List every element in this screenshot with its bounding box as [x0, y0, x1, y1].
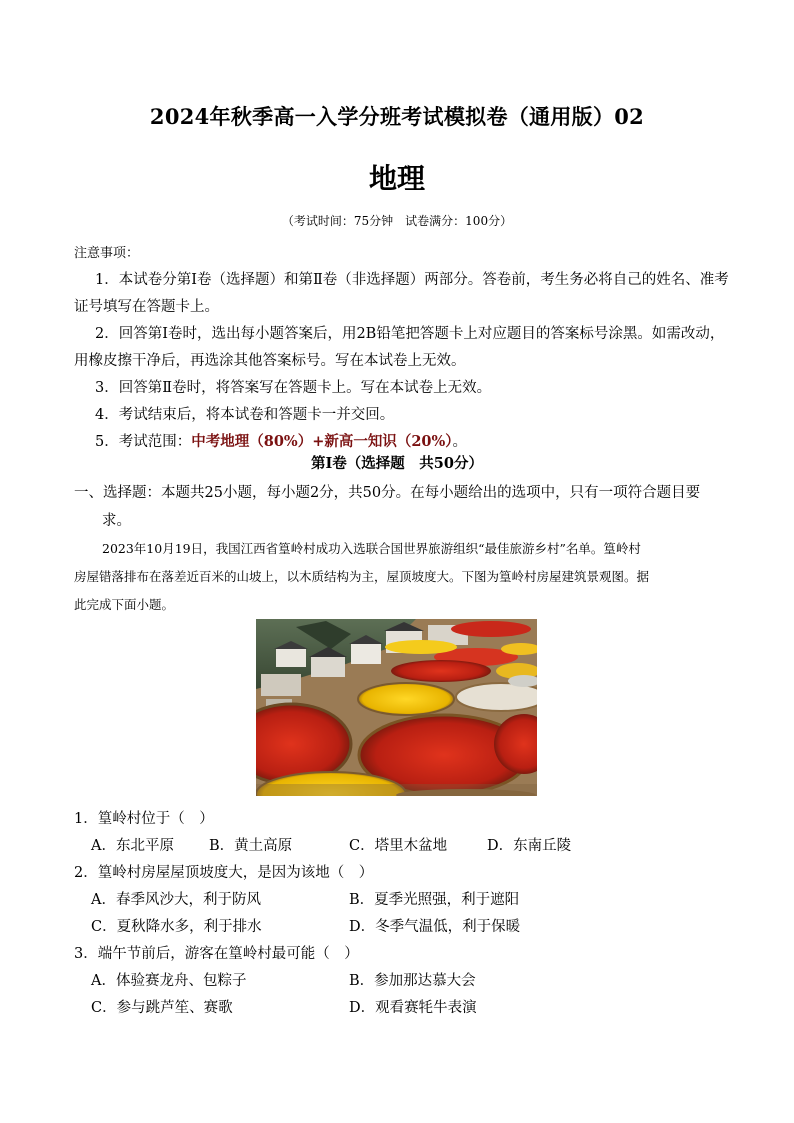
notice-item-5-suffix: 。 — [452, 434, 468, 450]
notice-item-1-line-1: 1．本试卷分第Ⅰ卷（选择题）和第Ⅱ卷（非选择题）两部分。答卷前，考生务必将自己的姓名、准考 — [95, 272, 729, 288]
question-2-option-c: C．夏秋降水多，利于排水 — [91, 919, 262, 935]
question-1-option-a: A．东北平原 — [91, 838, 174, 854]
question-1-option-d: D．东南丘陵 — [487, 838, 572, 854]
notice-item-2-line-1: 2．回答第Ⅰ卷时，选出每小题答案后，用2B铅笔把答题卡上对应题目的答案标号涂黑。如需改动， — [95, 326, 725, 342]
notice-heading: 注意事项： — [74, 246, 140, 261]
village-photo — [256, 619, 537, 796]
exam-info: （考试时间：75分钟 试卷满分：100分） — [281, 214, 513, 228]
question-3-stem: 3．端午节前后，游客在篁岭村最可能（ ） — [74, 946, 359, 962]
question-1-option-c: C．塔里木盆地 — [349, 838, 448, 854]
notice-item-2-line-2: 用橡皮擦干净后，再选涂其他答案标号。写在本试卷上无效。 — [74, 353, 466, 369]
exam-range: 中考地理（80%）+新高一知识（20%） — [191, 433, 453, 450]
question-2-option-a: A．春季风沙大，利于防风 — [91, 892, 261, 908]
question-1-option-b: B．黄土高原 — [209, 838, 293, 854]
section-instruction-line-1: 一、选择题：本题共25小题，每小题2分，共50分。在每小题给出的选项中，只有一项符合题目要 — [74, 485, 701, 501]
notice-item-4: 4．考试结束后，将本试卷和答题卡一并交回。 — [95, 407, 395, 423]
question-3-option-b: B．参加那达慕大会 — [349, 973, 476, 989]
question-3-option-c: C．参与跳芦笙、赛歌 — [91, 1000, 233, 1016]
notice-item-3: 3．回答第Ⅱ卷时，将答案写在答题卡上。写在本试卷上无效。 — [95, 380, 492, 396]
question-2-option-b: B．夏季光照强，利于遮阳 — [349, 892, 520, 908]
material-line-3: 此完成下面小题。 — [74, 597, 175, 612]
section-instruction-line-2: 求。 — [102, 513, 131, 529]
village-photo-drawing — [256, 619, 537, 796]
notice-item-1-line-2: 证号填写在答题卡上。 — [74, 299, 219, 315]
question-2-option-d: D．冬季气温低，利于保暖 — [349, 919, 521, 935]
notice-item-5-prefix: 5．考试范围： — [95, 434, 192, 450]
question-3-option-a: A．体验赛龙舟、包粽子 — [91, 973, 247, 989]
question-1-stem: 1．篁岭村位于（ ） — [74, 811, 214, 827]
section-title: 第Ⅰ卷（选择题 共50分） — [311, 455, 483, 472]
material-line-1: 2023年10月19日，我国江西省篁岭村成功入选联合国世界旅游组织“最佳旅游乡村”名单。篁岭村 — [102, 541, 641, 556]
exam-title: 2024年秋季高一入学分班考试模拟卷（通用版）02 — [149, 104, 645, 129]
material-line-2: 房屋错落排布在落差近百米的山坡上，以木质结构为主，屋顶坡度大。下图为篁岭村房屋建筑景观图。据 — [74, 569, 650, 584]
question-3-option-d: D．观看赛牦牛表演 — [349, 1000, 477, 1016]
subject-title: 地理 — [368, 162, 425, 195]
question-2-stem: 2．篁岭村房屋屋顶坡度大，是因为该地（ ） — [74, 865, 374, 881]
notice-item-5 — [95, 430, 467, 451]
